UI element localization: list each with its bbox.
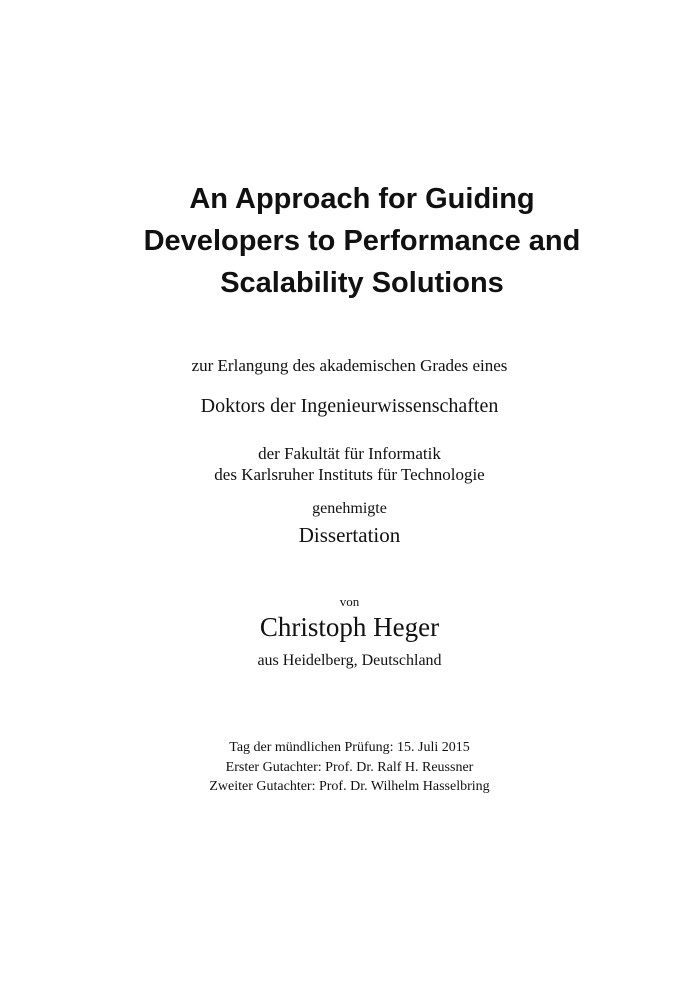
title-line-1: An Approach for Guiding <box>189 183 535 215</box>
author-name: Christoph Heger <box>259 612 440 642</box>
author-origin: aus Heidelberg, Deutschland <box>257 652 442 669</box>
second-reviewer: Zweiter Gutachter: Prof. Dr. Wilhelm Hasselbring <box>209 779 490 794</box>
exam-date: Tag der mündlichen Prüfung: 15. Juli 2015 <box>229 740 470 755</box>
title-line-2: Developers to Performance and <box>143 225 581 257</box>
approved-line: genehmigte <box>312 500 387 517</box>
by-line: von <box>339 594 360 609</box>
degree-line: Doktors der Ingenieurwissenschaften <box>200 395 499 417</box>
purpose-line: zur Erlangung des akademischen Grades eines <box>191 356 508 375</box>
title-line-3: Scalability Solutions <box>220 267 504 299</box>
first-reviewer: Erster Gutachter: Prof. Dr. Ralf H. Reussner <box>225 760 474 775</box>
dissertation-title <box>90 178 634 304</box>
faculty-line-1: der Fakultät für Informatik <box>258 444 441 463</box>
faculty-line-2: des Karlsruher Instituts für Technologie <box>214 465 485 484</box>
document-type: Dissertation <box>298 523 401 547</box>
